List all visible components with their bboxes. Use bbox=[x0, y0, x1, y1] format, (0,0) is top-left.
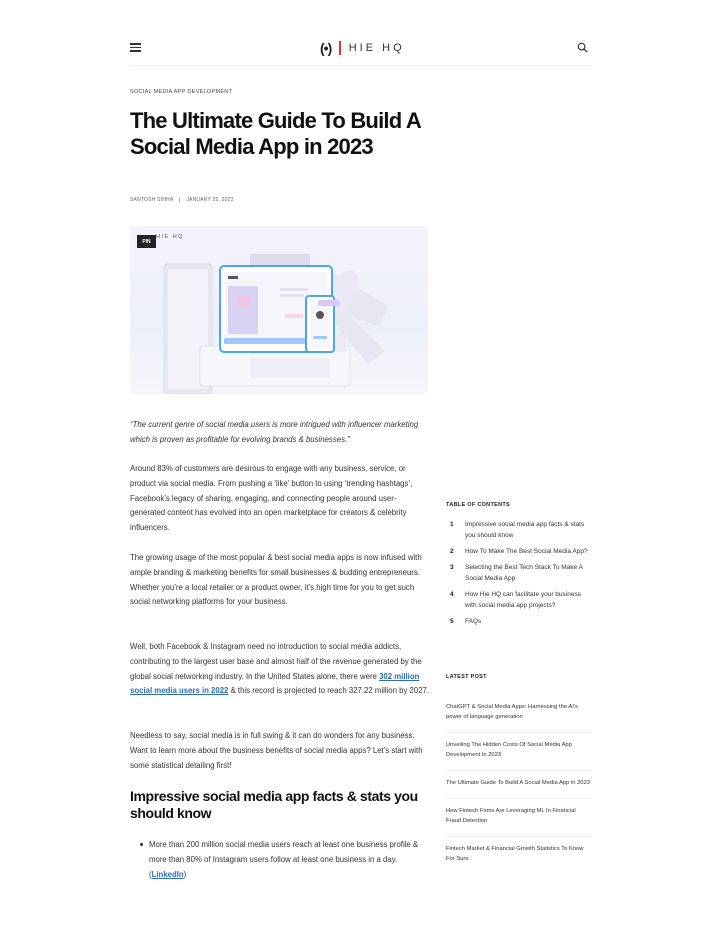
latest-post-link[interactable]: How Fintech Firms Are Leveraging ML In Financial Fraud Detection bbox=[446, 806, 592, 837]
article-meta bbox=[130, 197, 234, 203]
paragraph-1: Around 83% of customers are desirous to engage with any business, service, or product via social media. From pushing a ‘like’ button to using ‘trending hashtags’, Facebook’s legacy of sharing, engaging, and connecting people around user-generated content has evolved into an open marketplace for creators & celebrity influencers. bbox=[130, 464, 413, 533]
site-logo[interactable] bbox=[320, 40, 405, 56]
latest-posts bbox=[446, 702, 592, 881]
paragraph-2: The growing usage of the most popular & best social media apps is now infused with ample branding & marketing benefits for small businesses & budding entrepreneurs. Whether you’re a local retailer or a product owner, it’s high time for you to get such social networking platforms for your business. bbox=[130, 553, 422, 607]
toc-heading bbox=[446, 502, 592, 508]
latest-post-link[interactable]: ChatGPT & Social Media Apps: Harnessing the AI’s power of language generation bbox=[446, 702, 592, 733]
pin-button[interactable]: PIN bbox=[137, 235, 156, 248]
hero-brand-text: HIE HQ bbox=[156, 234, 184, 240]
toc-number: 3 bbox=[450, 564, 454, 571]
latest-heading bbox=[446, 674, 592, 680]
toc-item[interactable] bbox=[446, 562, 592, 584]
toc-item[interactable] bbox=[446, 546, 592, 557]
latest-post-link[interactable]: Fintech Market & Financial Growth Statistics To Know For Sure bbox=[446, 846, 584, 862]
toc-label: FAQs bbox=[465, 618, 482, 625]
toc-number: 4 bbox=[450, 591, 454, 598]
bullet-item bbox=[149, 838, 429, 882]
intro-quote: “The current genre of social media users is more intrigued with influencer marketing which is proven as profitable for evolving brands & businesses.” bbox=[130, 420, 419, 444]
hero-image bbox=[130, 226, 428, 394]
toc-title: TABLE OF CONTENTS bbox=[446, 502, 510, 508]
logo-text: HIE HQ bbox=[348, 42, 405, 54]
page-title: The Ultimate Guide To Build A Social Media App in 2023 bbox=[130, 108, 421, 159]
toc-number: 5 bbox=[450, 618, 454, 625]
paragraph-4: Needless to say, social media is in full swing & it can do wonders for any business. Want to learn more about the business benefits of social media apps? Let’s start with some statistical detailing first! bbox=[130, 731, 423, 770]
bullet-text-a: More than 200 million social media users reach at least one business profile & more than 80% of Instagram users follow at least one business in a day.( bbox=[149, 840, 419, 879]
hero-illustration bbox=[130, 226, 428, 394]
linkedin-link[interactable]: LinkedIn bbox=[151, 869, 184, 879]
toc-item[interactable] bbox=[446, 519, 592, 541]
bullet-text-b: ) bbox=[183, 869, 187, 879]
paragraph-3-text-a: Well, both Facebook & Instagram need no introduction to social media addicts, contributing to the largest user base and almost half of the revenue generated by the global social networking industry. In the United States alone, there were bbox=[130, 642, 422, 681]
category-link[interactable]: SOCIAL MEDIA APP DEVELOPMENT bbox=[130, 89, 233, 95]
logo-divider bbox=[339, 41, 341, 55]
statistic-link[interactable]: 302 million social media users in 2022 bbox=[130, 671, 420, 696]
toc-label: Impressive social media app facts & stats you should know bbox=[465, 521, 585, 539]
latest-post-link[interactable]: Unveiling The Hidden Costs Of Social Media App Development In 2023 bbox=[446, 740, 592, 771]
latest-post-link[interactable]: The Ultimate Guide To Build A Social Media App in 2023 bbox=[446, 778, 592, 799]
meta-divider bbox=[179, 197, 180, 203]
toc-number: 1 bbox=[450, 521, 454, 528]
toc-label: Selecting the Best Tech Stack To Make A Social Media App bbox=[465, 564, 583, 582]
hamburger-icon[interactable] bbox=[130, 43, 141, 52]
paragraph-3-text-b: & this record is projected to reach 327.22 million by 2027. bbox=[228, 686, 430, 696]
table-of-contents bbox=[446, 519, 592, 632]
search-icon[interactable] bbox=[577, 42, 588, 53]
toc-item[interactable] bbox=[446, 616, 592, 627]
top-navigation bbox=[130, 30, 592, 66]
publish-date: JANUARY 25, 2023 bbox=[186, 197, 234, 203]
toc-item[interactable] bbox=[446, 589, 592, 611]
toc-label: How Hie HQ can facilitate your business with social media app projects? bbox=[465, 591, 581, 609]
section-heading: Impressive social media app facts & stats you should know bbox=[130, 788, 418, 821]
author-link[interactable]: SANTOSH SINHA bbox=[130, 197, 174, 203]
toc-number: 2 bbox=[450, 548, 454, 555]
latest-title: LATEST POST bbox=[446, 674, 487, 680]
logo-mark: (•) bbox=[320, 40, 332, 56]
paragraph-3 bbox=[130, 640, 430, 699]
toc-label: How To Make The Best Social Media App? bbox=[465, 548, 588, 555]
